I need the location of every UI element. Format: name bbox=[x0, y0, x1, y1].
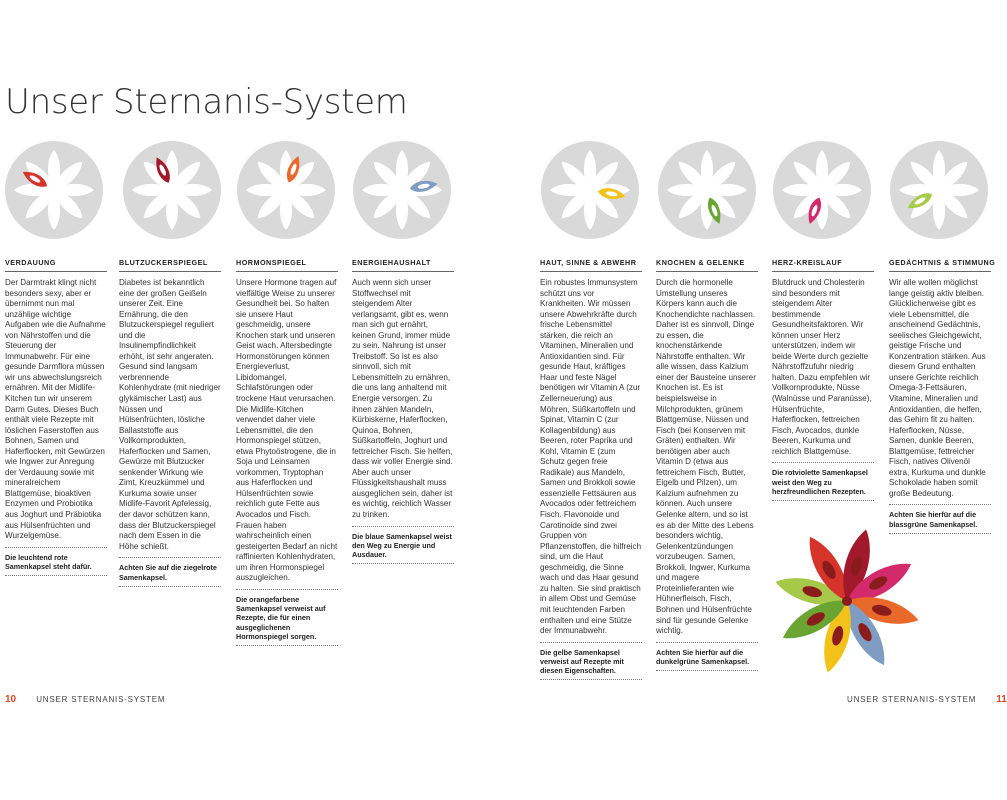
column-text: Unsere Hormone tragen auf vielfältige Weise zu unserer Gesundheit bei. So halten sie unsere Haut geschmeidig, unsere Knochen stark und unseren Geist wach. Altersbedingte Hormonstörungen können Energieverlust, Libidomangel, Schlafstörungen oder trockene Haut verursachen. Die Midlife-Kitchen verwendet daher viele Lebensmittel, die den Hormonspiegel stützen, etwa Phytoöstrogene, die in Soja und Leinsamen vorkommen, Tryptophan aus Haferflocken und Hülsenfrüchten sowie reichlich gute Fette aus Avocados und Fisch. Frauen haben wahrscheinlich einen gesteigerten Bedarf an nicht raffinierten Kohlenhydraten, um ihren Hormonspiegel auszugleichen. bbox=[236, 278, 338, 583]
column-heading: ENERGIEHAUSHALT bbox=[352, 258, 454, 272]
column-heading: VERDAUUNG bbox=[5, 258, 107, 272]
column-heading: HAUT, SINNE & ABWEHR bbox=[540, 258, 642, 272]
column-heading: GEDÄCHTNIS & STIMMUNG bbox=[889, 258, 991, 272]
column-text: Der Darmtrakt klingt nicht besonders sexy, aber er übernimmt nun mal unzählige wichtige Aufgaben wie die Aufnahme von Nährstoffen und die Steuerung der Immunabwehr. Für eine gesunde Darmflora müssen wir uns abwechslungsreich ernähren. Mit der Midlife-Kitchen tun wir unserem Darm Gutes. Dieses Buch enthält viele Rezepte mit löslichen Faserstoffen aus Bohnen, Samen und Haferflocken, mit Gewürzen wie Ingwer zur Anregung der Verdauung sowie mit mineralreichem Blattgemüse, bioaktiven Enzymen und Probiotika aus Joghurt und Präbiotika aus Hülsenfrüchten und Wurzelgemüse. bbox=[5, 278, 106, 541]
column-text: Wir alle wollen möglichst lange geistig aktiv bleiben. Glücklicherweise gibt es viele Lebensmittel, die anscheinend Gedächtnis, seelisches Gleichgewicht, geistige Frische und Konzentration stärken. Aus diesem Grund enthalten unsere Gerichte reichlich Omega-3-Fettsäuren, Vitamine, Mineralien und Antioxidantien, die helfen, das Gehirn fit zu halten. Haferflocken, Nüsse, Samen, dunkle Beeren, Blattgemüse, fettreicher Fisch, natives Olivenöl extra, Kurkuma und dunkle Schokolade haben somit große Bedeutung. bbox=[889, 278, 986, 498]
column-heading: HORMONSPIEGEL bbox=[236, 258, 338, 272]
column-text: Blutdruck und Cholesterin sind besonders mit steigendem Alter bestimmende Gesundheitsfaktoren. Wir können unser Herz unterstützen, indem wir beide Werte durch gezielte Nährstoffzufuhr niedrig halten. Dazu empfehlen wir Vollkornprodukte, Nüsse (Walnüsse und Paranüsse), Hülsenfrüchte, Haferflocken, fettreichen Fisch, Avocados, dunkle Beeren, Kurkuma und reichlich Blattgemüse. bbox=[772, 278, 872, 456]
star-anise-blood-sugar-icon bbox=[122, 140, 222, 240]
column-note: Die blaue Samenkapsel weist den Weg zu Energie und Ausdauer. bbox=[352, 526, 454, 565]
running-title: UNSER STERNANIS-SYSTEM bbox=[36, 695, 166, 704]
column-heading: HERZ-KREISLAUF bbox=[772, 258, 874, 272]
star-anise-flower-illustration bbox=[771, 525, 923, 677]
star-anise-skin-senses-icon bbox=[540, 140, 640, 240]
star-anise-memory-icon bbox=[889, 140, 989, 240]
column-heart bbox=[772, 258, 874, 501]
column-note: Die leuchtend rote Samenkapsel steht dafür. bbox=[5, 547, 107, 577]
page-number: 11 bbox=[996, 694, 1007, 705]
column-memory bbox=[889, 258, 996, 534]
star-anise-energy-icon bbox=[352, 140, 452, 240]
column-note: Achten Sie hierfür auf die blassgrüne Samenkapsel. bbox=[889, 504, 991, 534]
column-heading: KNOCHEN & GELENKE bbox=[656, 258, 758, 272]
footer-right bbox=[847, 694, 1007, 705]
column-energy bbox=[352, 258, 454, 564]
column-heading: BLUTZUCKERSPIEGEL bbox=[119, 258, 221, 272]
star-anise-digestion-icon bbox=[4, 140, 104, 240]
column-skin-senses bbox=[540, 258, 642, 680]
page-number: 10 bbox=[5, 694, 17, 705]
column-bones bbox=[656, 258, 758, 671]
column-digestion bbox=[5, 258, 107, 576]
star-anise-heart-icon bbox=[772, 140, 872, 240]
column-text: Ein robustes Immunsystem schützt uns vor Krankheiten. Wir müssen unsere Abwehrkräfte durch frische Lebensmittel stärken, die reich an Vitaminen, Mineralien und Antioxidantien sind. Für gesunde Haut, kräftiges Haar und feste Nägel benötigen wir Vitamin A (zur Zellerneuerung) aus Möhren, Süßkartoffeln und Spinat, Vitamin C (zur Kollagenbildung) aus Beeren, roter Paprika und Kohl, Vitamin E (zum Schutz gegen freie Radikale) aus Mandeln, Samen und Brokkoli sowie essenzielle Fettsäuren aus Avocados oder fettreichem Fisch. Flavonoide und Carotinoide sind zwei Gruppen von Pflanzenstoffen, die hilfreich sind, um die Haut geschmeidig, die Sinne wach und das Haar gesund zu halten. Sie sind praktisch in allem Obst und Gemüse mit leuchtenden Farben enthalten und eine Stütze der Immunabwehr. bbox=[540, 278, 642, 636]
column-note: Achten Sie auf die ziegelrote Samenkapsel. bbox=[119, 557, 221, 587]
column-note: Die orangefarbene Samenkapsel verweist auf Rezepte, die für einen ausgeglichenen Hormonspiegel sorgen. bbox=[236, 589, 338, 646]
column-hormones bbox=[236, 258, 338, 646]
column-text: Diabetes ist bekanntlich eine der großen Geißeln unserer Zeit. Eine Ernährung, die den Blutzuckerspiegel reguliert und die Insulinempfindlichkeit erhöht, ist sehr angeraten. Gesund sind langsam verbrennende Kohlenhydrate (mit niedriger glykämischer Last) aus Nüssen und Hülsenfrüchten, lösliche Ballaststoffe aus Vollkornprodukten, Haferflocken und Samen, Gewürze mit Blutzucker senkender Wirkung wie Zimt, Kreuzkümmel und Kurkuma sowie unser Midlife-Favorit Apfelessig, der davor schützen kann, dass der Blutzuckerspiegel nach dem Essen in die Höhe schießt. bbox=[119, 278, 221, 551]
column-note: Achten Sie hierfür auf die dunkelgrüne Samenkapsel. bbox=[656, 642, 758, 672]
column-note: Die rotviolette Samenkapsel weist den Weg zu herzfreundlichen Rezepten. bbox=[772, 462, 874, 501]
column-text: Durch die hormonelle Umstellung unseres Körpers kann auch die Knochendichte nachlassen. Daher ist es sinnvoll, Dinge zu essen, die knochenstärkende Nährstoffe enthalten. Wir alle wissen, dass Kalzium einer der Bausteine unserer Knochen ist. Es ist beispielsweise in Milchprodukten, grünem Blattgemüse, Nüssen und Fisch (bei Konserven mit Gräten) enthalten. Wir benötigen aber auch Vitamin D (etwa aus fettreichem Fisch, Butter, Eigelb und Pilzen), um Kalzium aufnehmen zu können. Auch unsere Gelenke altern, und so ist es ab der Mitte des Lebens besonders wichtig, Gelenkentzündungen vorzubeugen. Samen, Brokkoli, Ingwer, Kurkuma und magere Proteinlieferanten wie Hühnerfleisch, Fisch, Bohnen und Hülsenfrüchte sind für gesunde Gelenke wichtig. bbox=[656, 278, 756, 636]
column-note: Die gelbe Samenkapsel verweist auf Rezepte mit diesen Eigenschaften. bbox=[540, 642, 642, 681]
page-title: Unser Sternanis-System bbox=[5, 82, 408, 122]
footer-left bbox=[5, 694, 165, 705]
running-title: UNSER STERNANIS-SYSTEM bbox=[847, 695, 977, 704]
star-anise-bones-icon bbox=[657, 140, 757, 240]
column-blood-sugar bbox=[119, 258, 221, 587]
column-text: Auch wenn sich unser Stoffwechsel mit steigendem Alter verlangsamt, gibt es, wenn man sich gut ernährt, keinen Grund, immer müde zu sein. Nahrung ist unser Treibstoff. So ist es also sinnvoll, sich mit Lebensmitteln zu ernähren, die uns lang anhaltend mit Energie versorgen. Zu ihnen zählen Mandeln, Kürbiskerne, Haferflocken, Quinoa, Bohnen, Süßkartoffeln, Joghurt und fettreicher Fisch. Sie helfen, dass wir voller Energie sind. Aber auch unser Flüssigkeitshaushalt muss ausgeglichen sein, daher ist es wichtig, reichlich Wasser zu trinken. bbox=[352, 278, 453, 520]
star-anise-hormones-icon bbox=[236, 140, 336, 240]
